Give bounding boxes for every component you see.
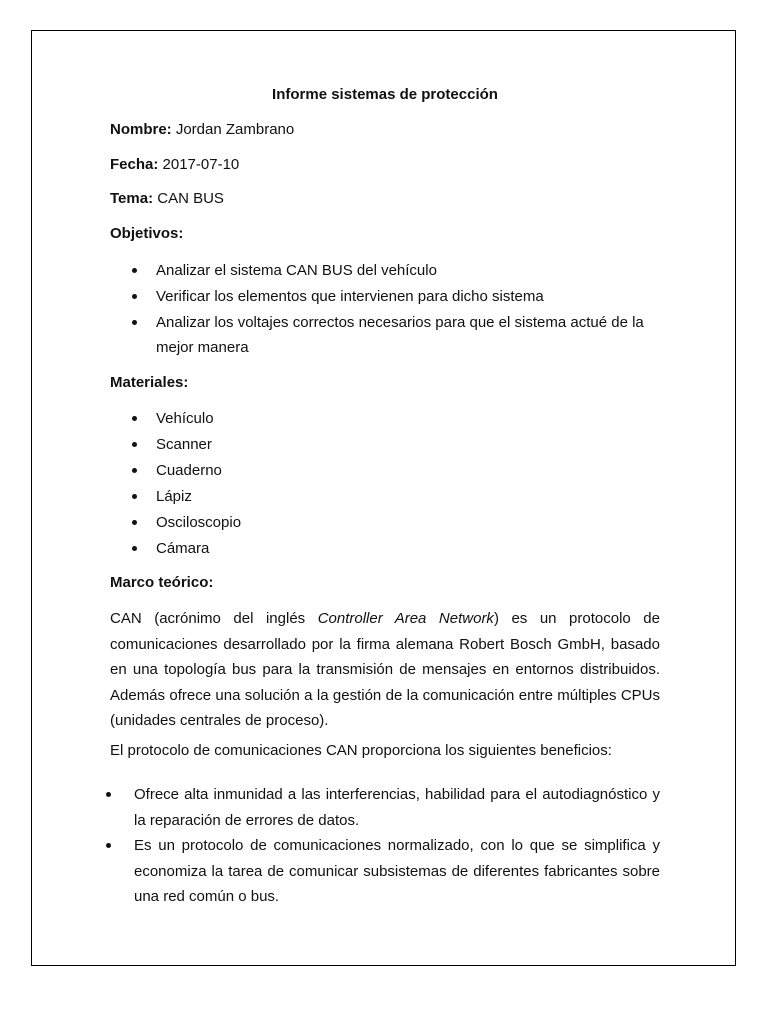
marco-paragraph-1 (110, 606, 660, 734)
objetivos-heading: Objetivos: (110, 225, 184, 242)
objetivos-list (110, 258, 660, 361)
materiales-list (110, 406, 660, 562)
field-tema-label: Tema: (110, 190, 154, 207)
marco-heading: Marco teórico: (110, 574, 214, 591)
field-nombre-label: Nombre: (110, 121, 172, 138)
field-nombre-value: Jordan Zambrano (175, 121, 295, 138)
document-title: Informe sistemas de protección (272, 86, 498, 103)
field-fecha-label: Fecha: (110, 156, 159, 173)
list-item: Cámara (110, 536, 660, 561)
list-item: Ofrece alta inmunidad a las interferencias, habilidad para el autodiagnóstico y la reparación de errores de datos. (106, 782, 660, 833)
marco-paragraph-2: El protocolo de comunicaciones CAN proporciona los siguientes beneficios: (110, 742, 612, 759)
materiales-heading: Materiales: (110, 374, 189, 391)
list-item: Cuaderno (110, 458, 660, 483)
list-item: Scanner (110, 432, 660, 457)
document-page (31, 30, 736, 966)
marco-p1-start: CAN (acrónimo del inglés (110, 610, 318, 627)
list-item: Lápiz (110, 484, 660, 509)
field-nombre (110, 121, 294, 138)
field-tema-value: CAN BUS (157, 190, 224, 207)
list-item: Vehículo (110, 406, 660, 431)
field-fecha (110, 156, 239, 173)
list-item: Es un protocolo de comunicaciones normalizado, con lo que se simplifica y economiza la tarea de comunicar subsistemas de diferentes fabricantes sobre una red común o bus. (106, 833, 660, 910)
marco-p1-end: ) es un protocolo de comunicaciones desarrollado por la firma alemana Robert Bosch GmbH, basado en una topología bus para la transmisión de mensajes en entornos distribuidos. Además ofrece una solución a la gestión de la comunicación entre múltiples CPUs (unidades centrales de proceso). (110, 610, 660, 729)
list-item: Verificar los elementos que intervienen para dicho sistema (110, 284, 660, 309)
list-item: Osciloscopio (110, 510, 660, 535)
field-fecha-value: 2017-07-10 (162, 156, 240, 173)
list-item: Analizar los voltajes correctos necesarios para que el sistema actué de la mejor manera (110, 310, 660, 360)
benefits-list (106, 782, 660, 910)
list-item: Analizar el sistema CAN BUS del vehículo (110, 258, 660, 283)
field-tema (110, 190, 224, 207)
marco-p1-italic: Controller Area Network (317, 610, 494, 627)
